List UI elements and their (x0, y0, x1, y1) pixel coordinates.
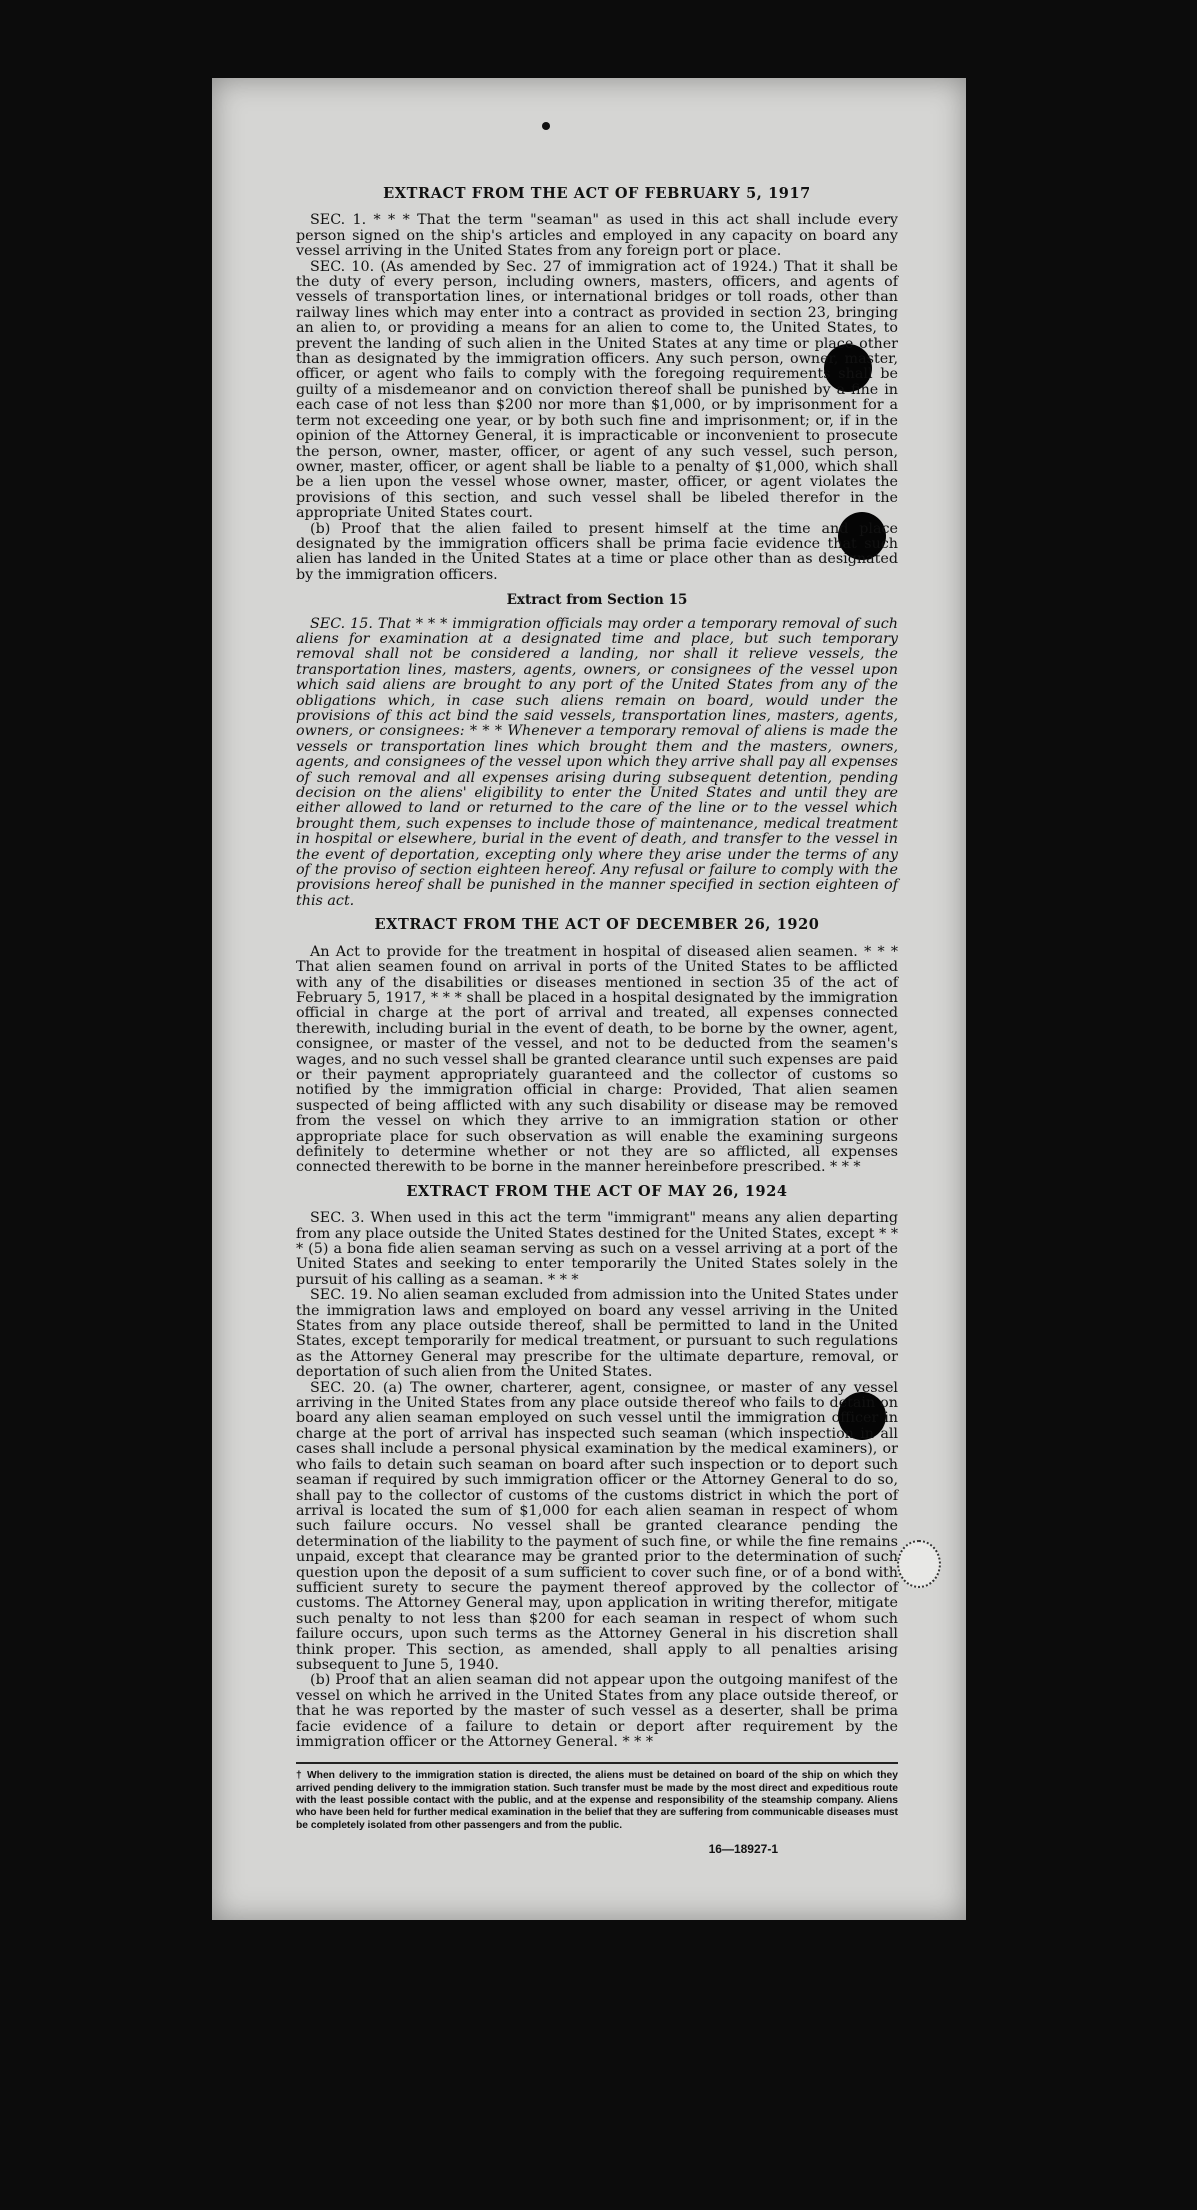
stamp-mark (897, 1540, 941, 1588)
section-subheading: Extract from Section 15 (506, 592, 688, 609)
paragraph: SEC. 19. No alien seaman excluded from admission into the United States under the immigration laws and employed on board any vessel arriving in the United States from any place outside thereof, shall be permitted to land in the United States, except temporarily for medical treatment, or pursuant to such regulations as the Attorney General may prescribe for the ultimate departure, removal, or deportation of such alien from the United States. (296, 1287, 898, 1381)
section-heading: EXTRACT FROM THE ACT OF MAY 26, 1924 (406, 1182, 788, 1200)
paragraph: SEC. 1. * * * That the term "seaman" as used in this act shall include every person signed on the ship's articles and employed in any capacity on board any vessel arriving in the United States from any foreign port or place. (296, 212, 898, 260)
document-page (212, 78, 966, 1920)
form-number: 16—18927-1 (708, 1841, 778, 1856)
footnote-divider (296, 1762, 898, 1764)
paragraph: SEC. 20. (a) The owner, charterer, agent, consignee, or master of any vessel arriving in the United States from any place outside thereof who fails to detain on board any alien seaman employed on such vessel until the immigration officer in charge at the port of arrival has inspected such seaman (which inspection in all cases shall include a personal physical examination by the medical examiners), or who fails to detain such seaman on board after such inspection or to deport such seaman if required by such immigration officer or the Attorney General to do so, shall pay to the collector of customs of the customs district in which the port of arrival is located the sum of $1,000 for each alien seaman in respect of whom such failure occurs. No vessel shall be granted clearance pending the determination of the liability to the payment of such fine, or while the fine remains unpaid, except that clearance may be granted prior to the determination of such question upon the deposit of a sum sufficient to cover such fine, or of a bond with sufficient surety to secure the payment thereof approved by the collector of customs. The Attorney General may, upon application in writing therefor, mitigate such penalty to not less than $200 for each seaman in respect of whom such failure occurs, upon such terms as the Attorney General in his discretion shall think proper. This section, as amended, shall apply to all penalties arising subsequent to June 5, 1940. (296, 1379, 898, 1673)
section-heading: EXTRACT FROM THE ACT OF DECEMBER 26, 1920 (374, 916, 820, 934)
binding-dot (542, 122, 550, 130)
paragraph: (b) Proof that an alien seaman did not appear upon the outgoing manifest of the vessel on which he arrived in the United States from any place outside thereof, or that he was reported by the master of such vessel as a deserter, shall be prima facie evidence of a failure to detain or deport after requirement by the immigration officer or the Attorney General. * * * (296, 1672, 898, 1750)
footnote: † When delivery to the immigration station is directed, the aliens must be detained on board of the ship on which they arrived pending delivery to the immigration station. Such transfer must be made by the most direct and expeditious route with the least possible contact with the public, and at the expense and responsibility of the steamship company. Aliens who have been held for further medical examination in the belief that they are suffering from communicable diseases must be completely isolated from other passengers and from the public. (296, 1770, 898, 1831)
section-heading: EXTRACT FROM THE ACT OF FEBRUARY 5, 1917 (383, 185, 811, 202)
paragraph: An Act to provide for the treatment in hospital of diseased alien seamen. * * * That alien seamen found on arrival in ports of the United States to be afflicted with any of the disabilities or diseases mentioned in section 35 of the act of February 5, 1917, * * * shall be placed in a hospital designated by the immigration official in charge at the port of arrival and treated, all expenses connected therewith, including burial in the event of death, to be borne by the owner, agent, consignee, or master of the vessel, and not to be deducted from the seamen's wages, and no such vessel shall be granted clearance until such expenses are paid or their payment appropriately guaranteed and the collector of customs so notified by the immigration official in charge: Provided, That alien seamen suspected of being afflicted with any such disability or disease may be removed from the vessel on which they arrive to an immigration station or other appropriate place for such observation as will enable the examining surgeons definitely to determine whether or not they are so afflicted, all expenses connected therewith to be borne in the manner hereinbefore prescribed. * * * (296, 943, 898, 1176)
paragraph: SEC. 10. (As amended by Sec. 27 of immigration act of 1924.) That it shall be the duty of every person, including owners, masters, officers, and agents of vessels of transportation lines, or international bridges or toll roads, other than railway lines which may enter into a contract as provided in section 23, bringing an alien to, or providing a means for an alien to come to, the United States, to prevent the landing of such alien in the United States at any time or place other than as designated by the immigration officers. Any such person, owner, master, officer, or agent who fails to comply with the foregoing requirements shall be guilty of a misdemeanor and on conviction thereof shall be punished by a fine in each case of not less than $200 nor more than $1,000, or by imprisonment for a term not exceeding one year, or by both such fine and imprisonment; or, if in the opinion of the Attorney General, it is impracticable or inconvenient to prosecute the person, owner, master, officer, or agent of any such vessel, such person, owner, master, officer, or agent shall be liable to a penalty of $1,000, which shall be a lien upon the vessel whose owner, master, officer, or agent violates the provisions of this section, and such vessel shall be libeled therefor in the appropriate United States court. (296, 258, 898, 522)
paragraph: SEC. 3. When used in this act the term "immigrant" means any alien departing from any place outside the United States destined for the United States, except * * * (5) a bona fide alien seaman serving as such on a vessel arriving at a port of the United States and seeking to enter temporarily the United States solely in the pursuit of his calling as a seaman. * * * (296, 1210, 898, 1288)
paragraph: SEC. 15. That * * * immigration officials may order a temporary removal of such aliens for examination at a designated time and place, but such temporary removal shall not be considered a landing, nor shall it relieve vessels, the transportation lines, masters, agents, owners, or consignees of the vessel upon which said aliens are brought to any port of the United States from any of the obligations which, in case such aliens remain on board, would under the provisions of this act bind the said vessels, transportation lines, masters, agents, owners, or consignees: * * * Whenever a temporary removal of aliens is made the vessels or transportation lines which brought them and the masters, owners, agents, and consignees of the vessel upon which they arrive shall pay all expenses of such removal and all expenses arising during subsequent detention, pending decision on the aliens' eligibility to enter the United States and until they are either allowed to land or returned to the care of the line or to the vessel which brought them, such expenses to include those of maintenance, medical treatment in hospital or elsewhere, burial in the event of death, and transfer to the vessel in the event of deportation, excepting only where they arise under the terms of any of the proviso of section eighteen hereof. Any refusal or failure to comply with the provisions hereof shall be punished in the manner specified in section eighteen of this act. (296, 615, 898, 909)
paragraph: (b) Proof that the alien failed to present himself at the time and place designated by the immigration officers shall be prima facie evidence that such alien has landed in the United States at a time or place other than as designated by the immigration officers. (296, 520, 898, 583)
document-body (296, 178, 898, 1857)
